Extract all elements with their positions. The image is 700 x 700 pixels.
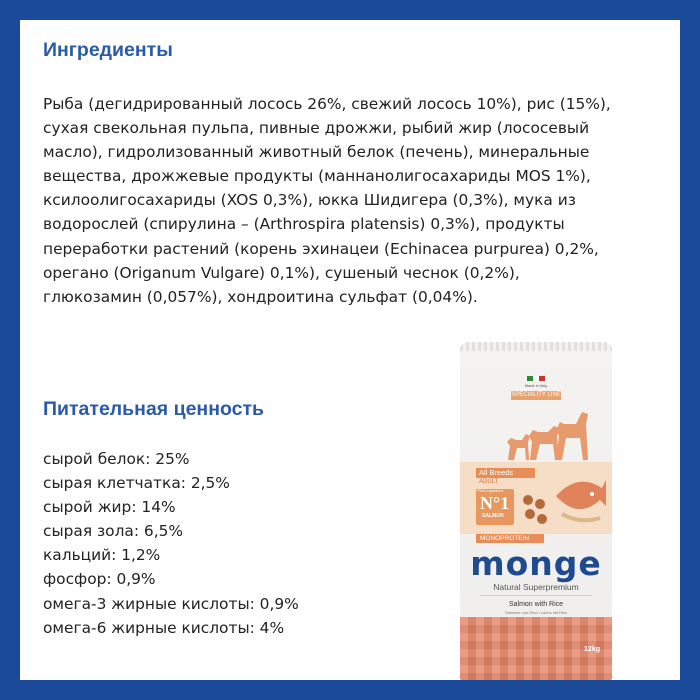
ingredients-line: водорослей (спирулина – (Arthrospira platensis) 0,3%), продукты [43, 215, 565, 234]
nutrition-item: омега-3 жирные кислоты: 0,9% [43, 594, 299, 613]
salmon-label: SALMON [482, 513, 504, 519]
ingredients-line: вещества, дрожжевые продукты (маннанолигосахариды MOS 1%), [43, 167, 591, 186]
info-card [20, 20, 680, 680]
italian-flag-icon [527, 376, 545, 381]
speciality-line-label: SPECIALITY LINE [511, 392, 561, 398]
divider [480, 595, 592, 596]
ingredients-line: переработки растений (корень эхинацеи (Echinacea purpurea) 0,2%, [43, 239, 599, 258]
nutrition-heading: Питательная ценность [43, 398, 265, 420]
nutrition-item: омега-6 жирные кислоты: 4% [43, 618, 285, 637]
ingredients-line: сухая свекольная пульпа, пивные дрожжи, рыбий жир (лососевый [43, 119, 590, 138]
ingredients-heading: Ингредиенты [43, 39, 173, 61]
nutrition-list [43, 447, 299, 640]
nutrition-item: сырая зола: 6,5% [43, 522, 184, 541]
salmon-fish-icon [552, 466, 608, 532]
first-ingredient-label: First Ingredient [478, 489, 504, 493]
flag-caption: Made in Italy [524, 383, 548, 388]
nutrition-item: сырой жир: 14% [43, 498, 176, 517]
flavor-translation: Salmone con Riso • Lachs mit Reis [504, 610, 568, 615]
adult-label: ADULT [479, 479, 499, 485]
monoprotein-label: MONOPROTEIN [476, 534, 544, 543]
nutrition-item: фосфор: 0,9% [43, 570, 156, 589]
ingredients-line: масло), гидролизованный животный белок (печень), минеральные [43, 143, 590, 162]
kibble-icon [520, 492, 550, 528]
nutrition-item: кальций: 1,2% [43, 546, 161, 565]
ingredients-line: Рыба (дегидрированный лосось 26%, свежий лосось 10%), рис (15%), [43, 95, 611, 113]
bag-crimp-seal [460, 342, 612, 351]
nutrition-item: сырой белок: 25% [43, 450, 190, 468]
product-bag-image [460, 342, 612, 680]
n1-number: N°1 [480, 493, 510, 513]
ingredients-line: глюкозамин (0,057%), хондроитина сульфат (0,04%). [43, 287, 478, 306]
nutrition-item: сырая клетчатка: 2,5% [43, 474, 230, 493]
ingredients-text [43, 92, 663, 309]
weight-label: 12kg [584, 646, 600, 653]
brand-tagline: Natural Superpremium [493, 582, 579, 592]
ingredients-line: ксилоолигосахариды (XOS 0,3%), юкка Шидигера (0,3%), мука из [43, 191, 576, 210]
dogs-silhouette-icon [502, 402, 594, 462]
flavor-label: Salmon with Rice [508, 601, 564, 608]
brand-logo: monge [470, 544, 602, 583]
all-breeds-label: All Breeds [476, 468, 535, 478]
ingredients-line: орегано (Origanum Vulgare) 0,1%), сушеный чеснок (0,2%), [43, 263, 520, 282]
